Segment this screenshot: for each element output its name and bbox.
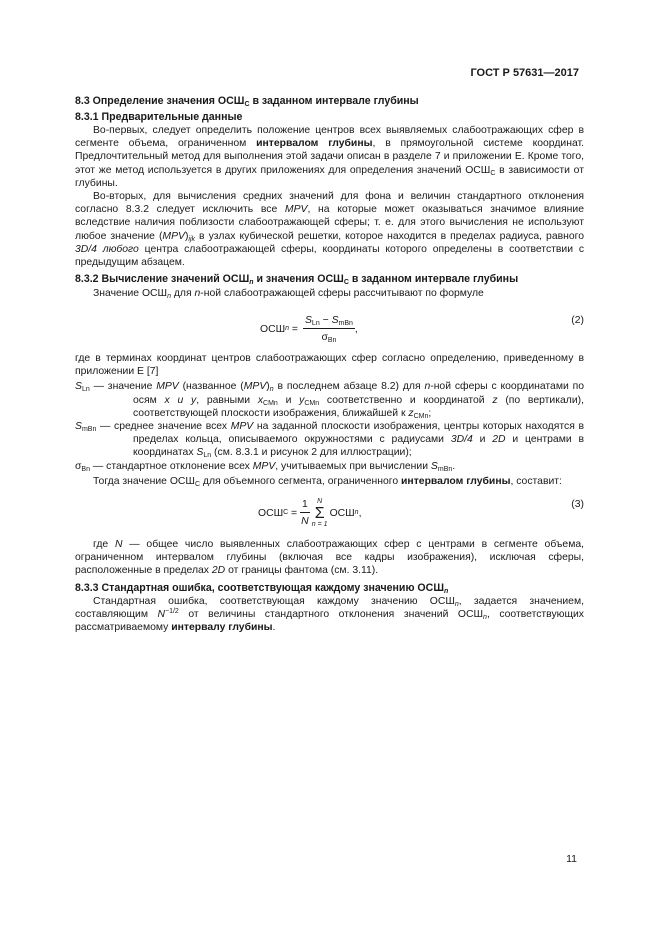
formula-2-intro: Значение $ОСШ_n$ для n-ной слабоотражающей сферы рассчитывают по формуле bbox=[93, 287, 484, 300]
formula-2-where: где в терминах координат центров слабоотражающих сфер согласно определению, приведенному в приложении Е [7] bbox=[75, 352, 584, 378]
content bbox=[75, 95, 584, 635]
definition-list bbox=[75, 380, 584, 472]
standard-header: ГОСТ Р 57631—2017 bbox=[470, 67, 579, 79]
paragraph-8-3-3: Стандартная ошибка, соответствующая каждому значению $ОСШ_n$, задается значением, составляющим $N^{-1/2}$ от величины стандартного отклонения значений $ОСШ_n$, соответствующих рассматриваемому интервалу глубины. bbox=[75, 596, 584, 634]
formula-3-intro: Тогда значение $ОСШ_С$ для объемного сегмента, ограниченного интервалом глубины, составит: bbox=[93, 475, 562, 488]
section-8-3-title: 8.3 Определение значения $ОСШ_С$ в заданном интервале глубины bbox=[75, 95, 419, 108]
definition-s-mbn: $S_{mBn}$ — среднее значение всех MPV на заданной плоскости изображения, центры которых находятся в пределах кольца, описываемого окружностями с радиусами 3D/4 и 2D и центрами в координатах $S_{Ln}$ (см. 8.3.1 и рисунок 2 для иллюстрации); bbox=[75, 420, 585, 460]
definition-s-ln: $S_{Ln}$ — значение MPV (названное $(MPV)_n$ в последнем абзаце 8.2) для n-ной сферы с координатами по осям x и y, равными $x_{CMn}$ и $y_{CMn}$ соответственно и координатой z (по вертикали), соответствующей плоскости изображения, ближайшей к $z_{CMn}$; bbox=[75, 381, 585, 420]
paragraph-8-3-1-first: Во-первых, следует определить положение центров всех выявляемых слабоотражающих сфер в сегменте объема, ограниченном интервалом глубины, в прямоугольной системе координат. Предлочтительный метод для выполнения этой задачи описан в разделе 7 и приложении Е. Кроме того, этот же метод используется в других приложениях для определения значений $ОСШ_С$ в зависимости от глубины. bbox=[75, 125, 584, 189]
section-8-3-2-title: 8.3.2 Вычисление значений $ОСШ_n$ и значения $ОСШ_С$ в заданном интервале глубины bbox=[75, 273, 519, 287]
page-number: 11 bbox=[566, 853, 577, 865]
section-8-3-3-title: 8.3.3 Стандартная ошибка, соответствующая каждому значению $ОСШ_n$ bbox=[75, 581, 449, 595]
summation-sign: N Σ n = 1 bbox=[311, 497, 328, 528]
formula-2-number: (2) bbox=[571, 314, 584, 326]
definition-sigma-bn: $\sigma_{Bn}$ — стандартное отклонение всех MPV, учитываемых при вычислении $S_{mBn}$. bbox=[75, 460, 456, 473]
section-8-3-1-title: 8.3.1 Предварительные данные bbox=[75, 110, 243, 123]
formula-3-number: (3) bbox=[571, 498, 584, 510]
formula-3: ОСШ С = $\frac{1}{N}$ N Σ n = 1 ОСШ n , (3) bbox=[258, 497, 584, 528]
paragraph-8-3-1-second: Во-вторых, для вычисления средних значений для фона и величин стандартного отклонения согласно 8.3.2 следует исключить все MPV, на которые может оказываться значимое влияние вследствие наличия поблизости слабоотражающей сферы; т. е. для этого вычисления не используют любое значение $(MPV)_{ijk}$ в узлах кубической решетки, которое находится в пределах радиуса, равного 3D/4 любого центра слабоотражающей сферы, координаты которого определены в соответствии с предыдущим абзацем. bbox=[75, 191, 585, 269]
formula-3-where: где N — общее число выявленных слабоотражающих сфер с центрами в сегменте объема, ограниченном интервалом глубины (включая все кадры изображения), исключая сферы, расположенные в пределах 2D от границы фантома (см. 3.11). bbox=[75, 538, 585, 577]
formula-2: ОСШ n = $\frac{S_{Ln} - S_{mBn}}{\sigma_{Bn}}$ , (2) bbox=[260, 314, 584, 345]
